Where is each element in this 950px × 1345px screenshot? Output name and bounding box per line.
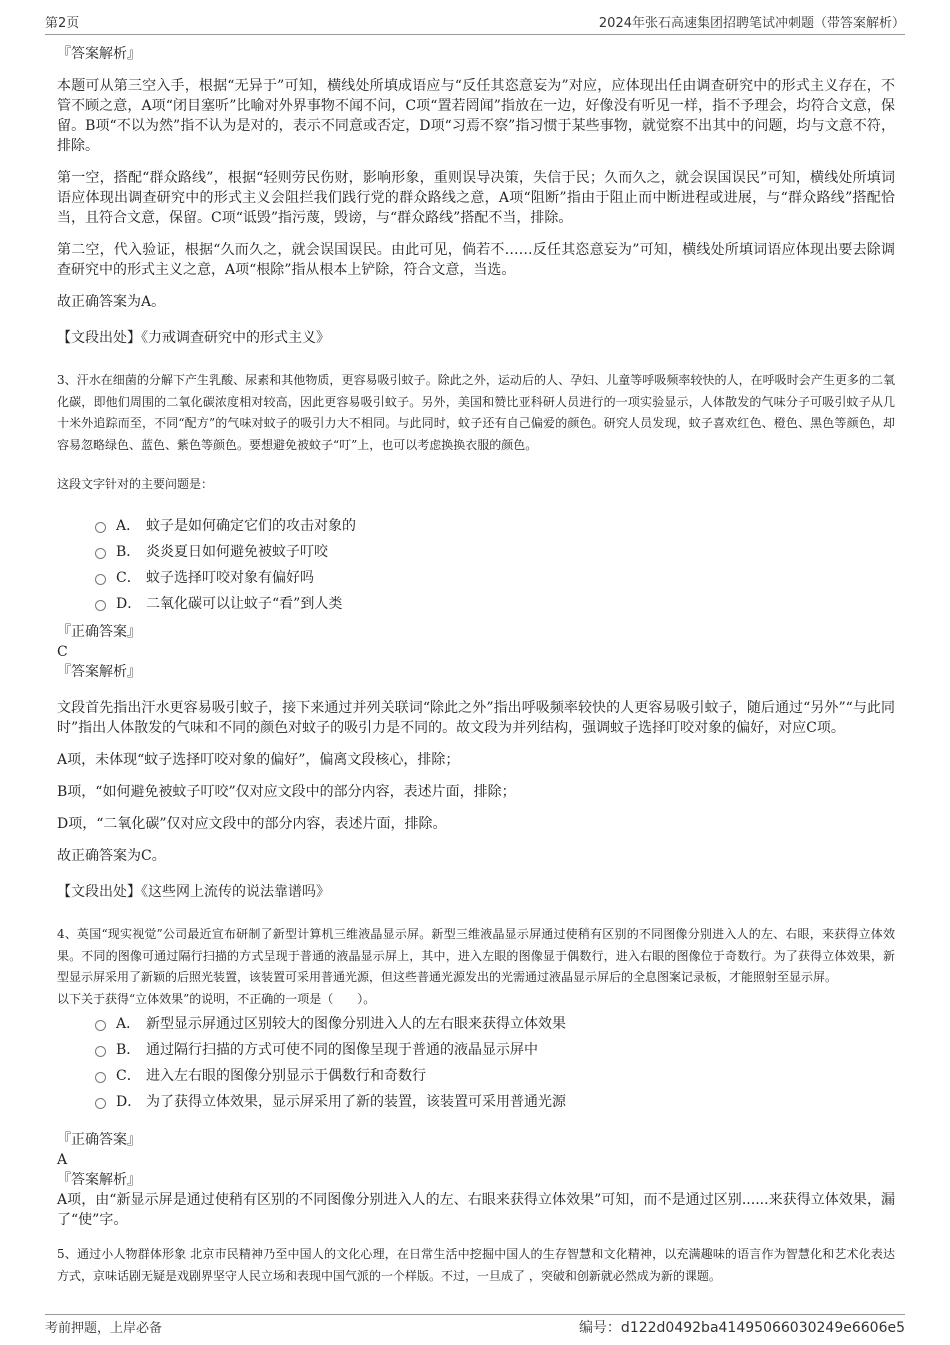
page-header [45,12,905,35]
option-letter: B． [116,1042,141,1058]
q3-analysis-para-3: B项，“如何避免被蚊子叮咬”仅对应文段中的部分内容，表述片面，排除； [57,784,516,800]
q4-correct-answer: A [57,1152,68,1168]
q2-source: 【文段出处】《力戒调查研究中的形式主义》 [57,330,330,346]
q3-analysis-label: 『答案解析』 [57,664,141,680]
q3-passage: 3、汗水在细菌的分解下产生乳酸、尿素和其他物质，更容易吸引蚊子。除此之外，运动后的人、孕妇、儿童等呼吸频率较快的人，在呼吸时会产生更多的二氧化碳，即他们周围的二氧化碳浓度相对较高，因此更容易吸引蚊子。另外，美国和赞比亚科研人员进行的一项实验显示，人体散发的气味分子可吸引蚊子从几十米外追踪而至，不同“配方”的气味对蚊子的吸引力大不相同。与此同时，蚊子还有自己偏爱的颜色。研究人员发现，蚊子喜欢红色、橙色、黑色等颜色，却容易忽略绿色、蓝色、紫色等颜色。要想避免被蚊子“叮”上，也可以考虑换换衣服的颜色。 [57,373,895,452]
q4-option-d[interactable] [95,1088,895,1114]
radio-icon[interactable] [95,574,106,585]
document-code: 编号：d122d0492ba41495066030249e6606e5 [578,1320,905,1336]
radio-icon[interactable] [95,522,106,533]
option-letter: B． [116,544,141,560]
option-text: 蚊子是如何确定它们的攻击对象的 [146,518,356,534]
q4-analysis-label: 『答案解析』 [57,1172,141,1188]
option-text: 蚊子选择叮咬对象有偏好吗 [146,570,314,586]
radio-icon[interactable] [95,1020,106,1031]
page-footer [45,1314,905,1337]
q3-analysis-para-4: D项，“二氧化碳”仅对应文段中的部分内容，表述片面，排除。 [57,816,447,832]
radio-icon[interactable] [95,1046,106,1057]
page-number: 第2页 [45,16,80,31]
footer-slogan: 考前押题，上岸必备 [45,1321,163,1336]
q3-analysis-para-1: 文段首先指出汗水更容易吸引蚊子，接下来通过并列关联词“除此之外”指出呼吸频率较快的人更容易吸引蚊子，随后通过“另外”“与此同时”指出人体散发的气味和不同的颜色对蚊子的吸引力是不同的。故文段为并列结构，强调蚊子选择叮咬对象的偏好，对应C项。 [57,700,895,736]
option-text: 进入左右眼的图像分别显示于偶数行和奇数行 [146,1068,426,1084]
option-letter: C． [116,1068,141,1084]
q3-conclusion: 故正确答案为C。 [57,848,166,864]
q4-options [95,1010,895,1114]
option-letter: A． [116,1016,141,1032]
q2-analysis-para-3: 第二空，代入验证，根据“久而久之，就会误国误民。由此可见，倘若不……反任其恣意妄为”可知，横线处所填词语应体现出要去除调查研究中的形式主义之意，A项“根除”指从根本上铲除，符合文意，当选。 [57,242,895,278]
q4-option-a[interactable] [95,1010,895,1036]
q3-option-c[interactable] [95,564,895,590]
q2-analysis-para-2: 第一空，搭配“群众路线”，根据“轻则劳民伤财，影响形象，重则误导决策，失信于民；久而久之，就会误国误民”可知，横线处所填词语应体现出调查研究中的形式主义会阻拦我们践行党的群众路线之意，A项“阻断”指由于阻止而中断进程或进展，与“群众路线”搭配恰当，且符合文意，保留。C项“诋毁”指污蔑，毁谤，与“群众路线”搭配不当，排除。 [57,170,895,226]
radio-icon[interactable] [95,1098,106,1109]
q4-question: 以下关于获得“立体效果”的说明，不正确的一项是（ ）。 [57,991,376,1006]
q4-correct-label: 『正确答案』 [57,1132,141,1148]
q3-option-b[interactable] [95,538,895,564]
q4-option-b[interactable] [95,1036,895,1062]
radio-icon[interactable] [95,600,106,611]
q3-options [95,512,895,616]
document-title: 2024年张石高速集团招聘笔试冲刺题（带答案解析） [598,16,905,31]
q3-correct-label: 『正确答案』 [57,624,141,640]
option-text: 通过隔行扫描的方式可使不同的图像呈现于普通的液晶显示屏中 [146,1042,538,1058]
option-text: 为了获得立体效果，显示屏采用了新的装置，该装置可采用普通光源 [146,1094,566,1110]
radio-icon[interactable] [95,1072,106,1083]
q2-analysis-label: 『答案解析』 [57,46,141,62]
option-letter: D． [116,596,142,612]
option-text: 新型显示屏通过区别较大的图像分别进入人的左右眼来获得立体效果 [146,1016,566,1032]
option-letter: C． [116,570,141,586]
q3-analysis-para-2: A项，未体现“蚊子选择叮咬对象的偏好”，偏离文段核心，排除； [57,752,460,768]
q4-analysis: A项，由“新显示屏是通过使稍有区别的不同图像分别进入人的左、右眼来获得立体效果”可知，而不是通过区别......来获得立体效果，漏了“使”字。 [57,1192,895,1228]
q3-source: 【文段出处】《这些网上流传的说法靠谱吗》 [57,884,330,900]
option-text: 二氧化碳可以让蚊子“看”到人类 [146,596,343,612]
q3-option-a[interactable] [95,512,895,538]
option-text: 炎炎夏日如何避免被蚊子叮咬 [146,544,328,560]
q5-passage: 5、通过小人物群体形象 北京市民精神乃至中国人的文化心理，在日常生活中挖掘中国人的生存智慧和文化精神，以充满趣味的语言作为智慧化和艺术化表达方式，京味话剧无疑是戏剧界坚守人民立场和表现中国气派的一个样版。不过，一旦成了 ，突破和创新就必然成为新的课题。 [57,1247,895,1283]
option-letter: A． [116,518,141,534]
q2-conclusion: 故正确答案为A。 [57,294,166,310]
document-body [57,44,895,1297]
q3-option-d[interactable] [95,590,895,616]
option-letter: D． [116,1094,142,1110]
radio-icon[interactable] [95,548,106,559]
q3-correct-answer: C [57,644,68,660]
q3-question: 这段文字针对的主要问题是： [57,477,214,491]
q4-option-c[interactable] [95,1062,895,1088]
q4-passage: 4、英国“现实视觉”公司最近宣布研制了新型计算机三维液晶显示屏。新型三维液晶显示屏通过使稍有区别的不同图像分别进入人的左、右眼，来获得立体效果。不同的图像可通过隔行扫描的方式呈现于普通的液晶显示屏上，其中，进入左眼的图像显于偶数行，进入右眼的图像位于奇数行。为了获得立体效果，新型显示屏采用了新颖的后照光装置，该装置可采用普通光源，但这些普通光源发出的光需通过液晶显示屏后的全息图案记录板，才能照射至显示屏。 [57,927,895,984]
q2-analysis-para-1: 本题可从第三空入手，根据“无异于”可知，横线处所填成语应与“反任其恣意妄为”对应，应体现出任由调查研究中的形式主义存在，不管不顾之意，A项“闭目塞听”比喻对外界事物不闻不问，C项“置若罔闻”指放在一边，好像没有听见一样，指不予理会，均符合文意，保留。B项“不以为然”指不认为是对的，表示不同意或否定，D项“习焉不察”指习惯于某些事物，就觉察不出其中的问题，均与文意不符，排除。 [57,78,895,154]
